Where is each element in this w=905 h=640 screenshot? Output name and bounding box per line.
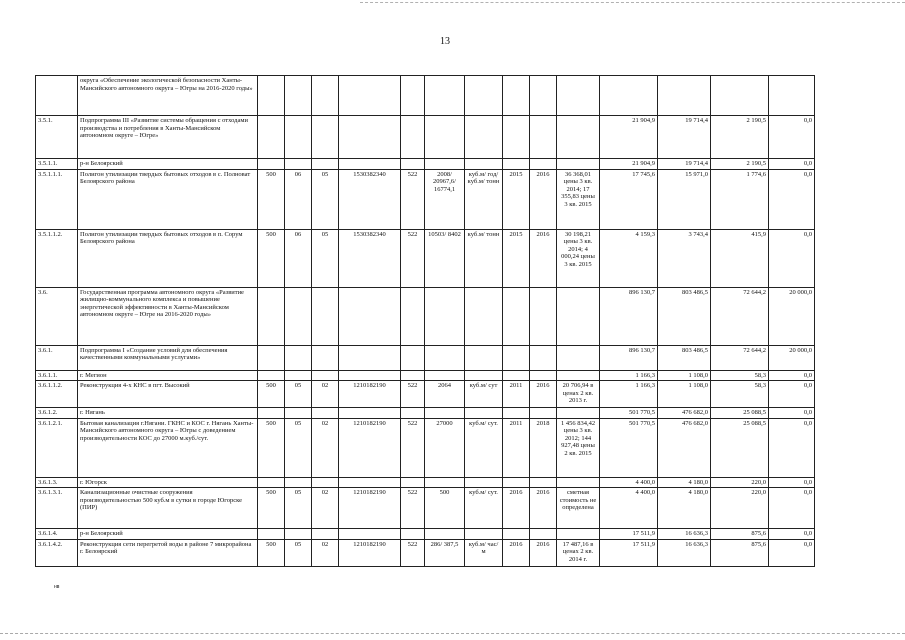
cell-cost bbox=[557, 159, 600, 170]
cell-okrug: 476 682,0 bbox=[658, 408, 711, 419]
table-row bbox=[36, 76, 815, 116]
cell-okrug: 19 714,4 bbox=[658, 116, 711, 159]
cell-power bbox=[425, 408, 465, 419]
cell-rz: 05 bbox=[285, 418, 312, 477]
cell-okrug: 803 486,5 bbox=[658, 345, 711, 370]
cell-local: 220,0 bbox=[711, 477, 769, 488]
cell-total: 4 400,0 bbox=[600, 488, 658, 529]
cell-vr bbox=[401, 408, 425, 419]
cell-end bbox=[530, 370, 557, 381]
cell-cost bbox=[557, 116, 600, 159]
cell-total: 1 166,3 bbox=[600, 370, 658, 381]
cell-unit: куб.м/ сут bbox=[465, 381, 503, 408]
cell-end: 2016 bbox=[530, 169, 557, 229]
table-row bbox=[36, 408, 815, 419]
cell-total: 21 904,9 bbox=[600, 116, 658, 159]
cell-cost: 20 706,94 в ценах 2 кв. 2013 г. bbox=[557, 381, 600, 408]
table-row bbox=[36, 229, 815, 287]
cell-cost: 17 487,16 в ценах 2 кв. 2014 г. bbox=[557, 539, 600, 566]
cell-other: 0,0 bbox=[769, 488, 815, 529]
cell-end bbox=[530, 287, 557, 345]
cell-other: 0,0 bbox=[769, 477, 815, 488]
cell-local: 875,6 bbox=[711, 539, 769, 566]
cell-csr: 1210182190 bbox=[339, 381, 401, 408]
cell-id: 3.5.1. bbox=[36, 116, 78, 159]
scan-edge-bottom bbox=[0, 633, 905, 636]
cell-unit: куб.м/ сут. bbox=[465, 488, 503, 529]
cell-csr bbox=[339, 370, 401, 381]
cell-vr bbox=[401, 116, 425, 159]
cell-grbs bbox=[258, 408, 285, 419]
cell-local: 72 644,2 bbox=[711, 345, 769, 370]
cell-start bbox=[503, 529, 530, 540]
cell-pr: 05 bbox=[312, 169, 339, 229]
cell-power bbox=[425, 287, 465, 345]
cell-power: 286/ 387,5 bbox=[425, 539, 465, 566]
cell-end bbox=[530, 345, 557, 370]
cell-okrug bbox=[658, 76, 711, 116]
cell-power: 2064 bbox=[425, 381, 465, 408]
cell-power: 2008/ 20967,6/ 16774,1 bbox=[425, 169, 465, 229]
cell-other: 0,0 bbox=[769, 539, 815, 566]
cell-power bbox=[425, 477, 465, 488]
cell-rz: 05 bbox=[285, 381, 312, 408]
cell-local: 1 774,6 bbox=[711, 169, 769, 229]
cell-okrug: 16 636,3 bbox=[658, 529, 711, 540]
cell-other: 0,0 bbox=[769, 159, 815, 170]
table-row bbox=[36, 539, 815, 566]
cell-pr: 02 bbox=[312, 539, 339, 566]
cell-local: 875,6 bbox=[711, 529, 769, 540]
cell-other: 20 000,0 bbox=[769, 345, 815, 370]
cell-unit bbox=[465, 116, 503, 159]
cell-vr: 522 bbox=[401, 381, 425, 408]
cell-unit: куб.м/ час/ м bbox=[465, 539, 503, 566]
table-row bbox=[36, 418, 815, 477]
cell-vr: 522 bbox=[401, 418, 425, 477]
cell-rz bbox=[285, 408, 312, 419]
cell-unit: куб.м/ год/ куб.м/ тонн bbox=[465, 169, 503, 229]
cell-local: 2 190,5 bbox=[711, 116, 769, 159]
cell-rz: 06 bbox=[285, 229, 312, 287]
cell-cost: 1 456 834,42 цены 3 кв. 2012; 144 927,48 цены 2 кв. 2015 bbox=[557, 418, 600, 477]
cell-other: 20 000,0 bbox=[769, 287, 815, 345]
cell-pr: 02 bbox=[312, 488, 339, 529]
cell-start bbox=[503, 345, 530, 370]
scan-edge-top bbox=[360, 2, 905, 5]
cell-vr: 522 bbox=[401, 229, 425, 287]
cell-total: 4 400,0 bbox=[600, 477, 658, 488]
cell-start: 2015 bbox=[503, 169, 530, 229]
cell-id bbox=[36, 76, 78, 116]
cell-okrug: 1 108,0 bbox=[658, 381, 711, 408]
cell-pr bbox=[312, 287, 339, 345]
cell-end bbox=[530, 529, 557, 540]
cell-pr bbox=[312, 345, 339, 370]
cell-total: 17 511,9 bbox=[600, 529, 658, 540]
cell-start bbox=[503, 408, 530, 419]
cell-id: 3.6.1.2.1. bbox=[36, 418, 78, 477]
cell-end: 2018 bbox=[530, 418, 557, 477]
cell-name: Реконструкция сети перегретой воды в районе 7 микрорайона г. Белоярский bbox=[78, 539, 258, 566]
table-row bbox=[36, 477, 815, 488]
cell-cost bbox=[557, 287, 600, 345]
cell-grbs: 500 bbox=[258, 539, 285, 566]
cell-start bbox=[503, 76, 530, 116]
cell-cost: 30 198,21 цены 3 кв. 2014; 4 000,24 цены 3 кв. 2015 bbox=[557, 229, 600, 287]
cell-total: 1 166,3 bbox=[600, 381, 658, 408]
cell-name: Полигон утилизации твердых бытовых отходов в с. Полноват Белоярского района bbox=[78, 169, 258, 229]
cell-vr bbox=[401, 345, 425, 370]
cell-power bbox=[425, 159, 465, 170]
cell-vr bbox=[401, 529, 425, 540]
cell-okrug: 16 636,3 bbox=[658, 539, 711, 566]
cell-local: 415,9 bbox=[711, 229, 769, 287]
cell-total: 4 159,3 bbox=[600, 229, 658, 287]
cell-pr bbox=[312, 370, 339, 381]
cell-other: 0,0 bbox=[769, 418, 815, 477]
table-row bbox=[36, 159, 815, 170]
cell-end bbox=[530, 159, 557, 170]
cell-other: 0,0 bbox=[769, 370, 815, 381]
cell-name: г. Нягань bbox=[78, 408, 258, 419]
objects-table bbox=[35, 75, 815, 567]
cell-rz: 06 bbox=[285, 169, 312, 229]
cell-grbs: 500 bbox=[258, 488, 285, 529]
cell-other: 0,0 bbox=[769, 229, 815, 287]
cell-local: 25 088,5 bbox=[711, 408, 769, 419]
cell-end bbox=[530, 477, 557, 488]
cell-vr bbox=[401, 159, 425, 170]
cell-csr: 1210182190 bbox=[339, 539, 401, 566]
cell-pr bbox=[312, 408, 339, 419]
cell-id: 3.6.1.1.2. bbox=[36, 381, 78, 408]
cell-okrug: 803 486,5 bbox=[658, 287, 711, 345]
cell-rz bbox=[285, 116, 312, 159]
cell-id: 3.5.1.1. bbox=[36, 159, 78, 170]
cell-grbs bbox=[258, 529, 285, 540]
cell-rz bbox=[285, 370, 312, 381]
cell-id: 3.6.1.2. bbox=[36, 408, 78, 419]
cell-csr: 1530382340 bbox=[339, 229, 401, 287]
table-row bbox=[36, 116, 815, 159]
cell-cost bbox=[557, 370, 600, 381]
cell-grbs: 500 bbox=[258, 229, 285, 287]
cell-unit bbox=[465, 76, 503, 116]
cell-end bbox=[530, 408, 557, 419]
cell-start bbox=[503, 116, 530, 159]
cell-local: 25 088,5 bbox=[711, 418, 769, 477]
cell-grbs: 500 bbox=[258, 418, 285, 477]
cell-end: 2016 bbox=[530, 381, 557, 408]
cell-name: Полигон утилизации твердых бытовых отходов в п. Сорум Белоярского района bbox=[78, 229, 258, 287]
cell-local: 72 644,2 bbox=[711, 287, 769, 345]
cell-id: 3.6.1.4. bbox=[36, 529, 78, 540]
cell-csr: 1210182190 bbox=[339, 418, 401, 477]
cell-other bbox=[769, 76, 815, 116]
cell-rz bbox=[285, 529, 312, 540]
cell-power bbox=[425, 370, 465, 381]
cell-name: Подпрограмма I «Создание условий для обеспечения качественными коммунальными услугами» bbox=[78, 345, 258, 370]
cell-pr bbox=[312, 116, 339, 159]
cell-unit bbox=[465, 370, 503, 381]
cell-name: Государственная программа автономного округа «Развитие жилищно-коммунального комплекса и повышение энергетической эффективности в Ханты-Мансийском автономном округе – Югре на 2016-2020 годы» bbox=[78, 287, 258, 345]
cell-pr: 02 bbox=[312, 381, 339, 408]
cell-name: Канализационные очистные сооружения производительностью 500 куб.м в сутки в городе Югорске (ПИР) bbox=[78, 488, 258, 529]
cell-unit bbox=[465, 345, 503, 370]
cell-rz bbox=[285, 76, 312, 116]
cell-pr: 02 bbox=[312, 418, 339, 477]
cell-grbs: 500 bbox=[258, 169, 285, 229]
table-row bbox=[36, 488, 815, 529]
cell-cost bbox=[557, 345, 600, 370]
cell-okrug: 476 682,0 bbox=[658, 418, 711, 477]
cell-id: 3.6.1.1. bbox=[36, 370, 78, 381]
cell-start: 2015 bbox=[503, 229, 530, 287]
cell-local bbox=[711, 76, 769, 116]
cell-okrug: 3 743,4 bbox=[658, 229, 711, 287]
cell-grbs bbox=[258, 159, 285, 170]
cell-grbs bbox=[258, 76, 285, 116]
cell-csr bbox=[339, 529, 401, 540]
table-row bbox=[36, 169, 815, 229]
cell-id: 3.6. bbox=[36, 287, 78, 345]
cell-cost bbox=[557, 529, 600, 540]
cell-unit: куб.м/ сут. bbox=[465, 418, 503, 477]
cell-total: 21 904,9 bbox=[600, 159, 658, 170]
cell-pr: 05 bbox=[312, 229, 339, 287]
footer-mark: нв bbox=[54, 584, 60, 590]
cell-power: 27000 bbox=[425, 418, 465, 477]
cell-unit bbox=[465, 287, 503, 345]
cell-power bbox=[425, 345, 465, 370]
cell-vr: 522 bbox=[401, 539, 425, 566]
cell-start bbox=[503, 370, 530, 381]
cell-total bbox=[600, 76, 658, 116]
cell-csr: 1210182190 bbox=[339, 488, 401, 529]
cell-grbs bbox=[258, 345, 285, 370]
cell-start: 2016 bbox=[503, 539, 530, 566]
cell-power bbox=[425, 116, 465, 159]
cell-csr bbox=[339, 159, 401, 170]
cell-name: р-н Белоярский bbox=[78, 159, 258, 170]
cell-csr bbox=[339, 116, 401, 159]
cell-rz bbox=[285, 287, 312, 345]
cell-csr bbox=[339, 345, 401, 370]
cell-power bbox=[425, 529, 465, 540]
cell-power bbox=[425, 76, 465, 116]
cell-unit: куб.м/ тонн bbox=[465, 229, 503, 287]
cell-rz: 05 bbox=[285, 488, 312, 529]
cell-other: 0,0 bbox=[769, 169, 815, 229]
cell-other: 0,0 bbox=[769, 116, 815, 159]
cell-grbs bbox=[258, 477, 285, 488]
page-number: 13 bbox=[440, 36, 450, 47]
cell-power: 10503/ 8402 bbox=[425, 229, 465, 287]
table-row bbox=[36, 345, 815, 370]
cell-okrug: 4 180,0 bbox=[658, 488, 711, 529]
cell-start: 2011 bbox=[503, 381, 530, 408]
cell-end bbox=[530, 116, 557, 159]
cell-local: 58,3 bbox=[711, 381, 769, 408]
cell-other: 0,0 bbox=[769, 529, 815, 540]
table-row bbox=[36, 529, 815, 540]
cell-cost: 36 368,01 цены 3 кв. 2014; 17 355,83 цены 3 кв. 2015 bbox=[557, 169, 600, 229]
cell-id: 3.6.1. bbox=[36, 345, 78, 370]
cell-csr bbox=[339, 287, 401, 345]
cell-cost bbox=[557, 408, 600, 419]
cell-other: 0,0 bbox=[769, 408, 815, 419]
cell-name: г. Мегион bbox=[78, 370, 258, 381]
cell-rz bbox=[285, 345, 312, 370]
cell-name: г. Югорск bbox=[78, 477, 258, 488]
cell-unit bbox=[465, 529, 503, 540]
cell-pr bbox=[312, 529, 339, 540]
cell-start: 2011 bbox=[503, 418, 530, 477]
cell-id: 3.5.1.1.2. bbox=[36, 229, 78, 287]
cell-start bbox=[503, 159, 530, 170]
cell-csr bbox=[339, 408, 401, 419]
cell-vr bbox=[401, 76, 425, 116]
cell-total: 501 770,5 bbox=[600, 408, 658, 419]
cell-local: 220,0 bbox=[711, 488, 769, 529]
cell-name: Подпрограмма III «Развитие системы обращения с отходами производства и потребления в Ханты-Мансийском автономном округе – Югре» bbox=[78, 116, 258, 159]
cell-grbs: 500 bbox=[258, 381, 285, 408]
cell-name: округа «Обеспечение экологической безопасности Ханты-Мансийского автономного округа – Югры на 2016-2020 годы» bbox=[78, 76, 258, 116]
cell-vr bbox=[401, 370, 425, 381]
cell-csr bbox=[339, 76, 401, 116]
cell-id: 3.5.1.1.1. bbox=[36, 169, 78, 229]
cell-other: 0,0 bbox=[769, 381, 815, 408]
cell-vr bbox=[401, 287, 425, 345]
cell-pr bbox=[312, 159, 339, 170]
cell-end: 2016 bbox=[530, 539, 557, 566]
table-row bbox=[36, 381, 815, 408]
cell-name: р-н Белоярский bbox=[78, 529, 258, 540]
cell-pr bbox=[312, 477, 339, 488]
cell-grbs bbox=[258, 287, 285, 345]
cell-unit bbox=[465, 477, 503, 488]
cell-name: Бытовая канализация г.Нягани. ГКНС и КОС г. Нягань Ханты-Мансийского автономного округа – Югры с доведением производительности КОС до 27000 м.куб./сут. bbox=[78, 418, 258, 477]
cell-okrug: 19 714,4 bbox=[658, 159, 711, 170]
cell-okrug: 15 971,0 bbox=[658, 169, 711, 229]
cell-start bbox=[503, 287, 530, 345]
cell-total: 896 130,7 bbox=[600, 345, 658, 370]
cell-total: 17 745,6 bbox=[600, 169, 658, 229]
cell-local: 2 190,5 bbox=[711, 159, 769, 170]
cell-total: 501 770,5 bbox=[600, 418, 658, 477]
cell-grbs bbox=[258, 116, 285, 159]
cell-csr: 1530382340 bbox=[339, 169, 401, 229]
cell-unit bbox=[465, 159, 503, 170]
cell-rz bbox=[285, 159, 312, 170]
cell-total: 17 511,9 bbox=[600, 539, 658, 566]
cell-power: 500 bbox=[425, 488, 465, 529]
cell-vr: 522 bbox=[401, 169, 425, 229]
cell-rz bbox=[285, 477, 312, 488]
cell-pr bbox=[312, 76, 339, 116]
cell-start bbox=[503, 477, 530, 488]
cell-vr bbox=[401, 477, 425, 488]
cell-okrug: 1 108,0 bbox=[658, 370, 711, 381]
cell-start: 2016 bbox=[503, 488, 530, 529]
cell-id: 3.6.1.4.2. bbox=[36, 539, 78, 566]
cell-end: 2016 bbox=[530, 229, 557, 287]
cell-cost: сметная стоимость не определена bbox=[557, 488, 600, 529]
cell-grbs bbox=[258, 370, 285, 381]
cell-csr bbox=[339, 477, 401, 488]
table-row bbox=[36, 287, 815, 345]
cell-total: 896 130,7 bbox=[600, 287, 658, 345]
table-row bbox=[36, 370, 815, 381]
cell-cost bbox=[557, 76, 600, 116]
cell-okrug: 4 180,0 bbox=[658, 477, 711, 488]
cell-name: Реконструкция 4-х КНС в пгт. Высокий bbox=[78, 381, 258, 408]
cell-end: 2016 bbox=[530, 488, 557, 529]
cell-rz: 05 bbox=[285, 539, 312, 566]
cell-id: 3.6.1.3. bbox=[36, 477, 78, 488]
cell-id: 3.6.1.3.1. bbox=[36, 488, 78, 529]
cell-cost bbox=[557, 477, 600, 488]
cell-local: 58,3 bbox=[711, 370, 769, 381]
cell-end bbox=[530, 76, 557, 116]
cell-unit bbox=[465, 408, 503, 419]
cell-vr: 522 bbox=[401, 488, 425, 529]
